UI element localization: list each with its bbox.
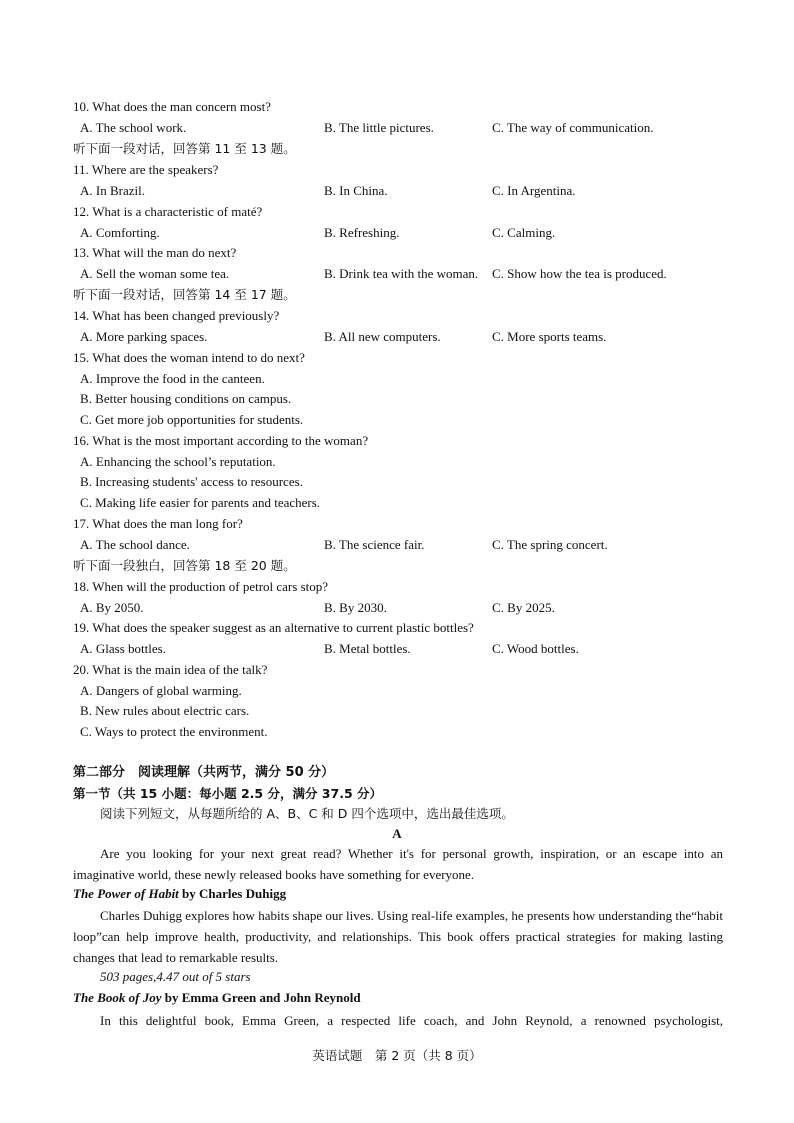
option-c: C. In Argentina. [492,183,576,198]
option-c: C. Get more job opportunities for students. [80,412,304,427]
option-a: A. The school dance. [80,537,190,552]
part-heading: 第二部分 阅读理解（共两节，满分 50 分） [73,765,335,780]
directions: 阅读下列短文，从每题所给的 A、B、C 和 D 四个选项中，选出最佳选项。 [100,806,514,821]
page-footer: 英语试题 第 2 页（共 8 页） [312,1048,482,1063]
option-b: B. Drink tea with the woman. [324,266,479,281]
option-a: A. In Brazil. [80,183,145,198]
option-a: A. Improve the food in the canteen. [80,371,265,386]
option-a: A. The school work. [80,120,187,135]
option-b: B. In China. [324,183,388,198]
section-heading: 第一节（共 15 小题：每小题 2.5 分，满分 37.5 分） [73,786,382,801]
question-stem: 15. What does the woman intend to do next? [73,350,305,365]
option-b: B. The science fair. [324,537,425,552]
book-meta: 503 pages,4.47 out of 5 stars [100,969,251,984]
question-stem: 10. What does the man concern most? [73,99,271,114]
option-a: A. By 2050. [80,600,144,615]
question-stem: 12. What is a characteristic of maté? [73,204,263,219]
book-author: by Charles Duhigg [178,886,287,901]
option-c: C. By 2025. [492,600,555,615]
option-c: C. The spring concert. [492,537,608,552]
option-c: C. The way of communication. [492,120,654,135]
book-title: The Power of Habit [73,886,179,901]
listening-instruction: 听下面一段独白，回答第 18 至 20 题。 [73,558,296,573]
passage-label: A [392,826,402,841]
option-a: A. Comforting. [80,225,160,240]
option-b: B. Increasing students' access to resources. [80,474,303,489]
option-c: C. More sports teams. [492,329,607,344]
listening-instruction: 听下面一段对话，回答第 14 至 17 题。 [73,287,296,302]
option-a: A. Enhancing the school’s reputation. [80,454,276,469]
option-a: A. Sell the woman some tea. [80,266,230,281]
question-stem: 11. Where are the speakers? [73,162,219,177]
option-b: B. Better housing conditions on campus. [80,391,292,406]
question-stem: 19. What does the speaker suggest as an alternative to current plastic bottles? [73,620,474,635]
question-stem: 17. What does the man long for? [73,516,243,531]
option-c: C. Wood bottles. [492,641,579,656]
question-stem: 16. What is the most important according to the woman? [73,433,369,448]
option-c: C. Ways to protect the environment. [80,724,268,739]
book-heading [73,990,361,1006]
question-stem: 13. What will the man do next? [73,245,237,260]
option-b: B. The little pictures. [324,120,434,135]
option-b: B. All new computers. [324,329,441,344]
passage-intro: Are you looking for your next great read? Whether it's for personal growth, inspiration, or an escape into an imaginative world, these newly released books have something for everyone. [73,846,723,882]
book-title: The Book of Joy [73,990,162,1005]
option-a: A. More parking spaces. [80,329,208,344]
option-b: B. New rules about electric cars. [80,703,250,718]
book-description: Charles Duhigg explores how habits shape our lives. Using real-life examples, he presents how understanding the“habit loop”can help improve health, productivity, and relationships. This book offers practical strategies for making lasting changes that lead to remarkable results. [73,908,723,965]
option-b: B. Metal bottles. [324,641,411,656]
option-b: B. By 2030. [324,600,387,615]
option-b: B. Refreshing. [324,225,400,240]
question-stem: 20. What is the main idea of the talk? [73,662,268,677]
option-c: C. Making life easier for parents and teachers. [80,495,321,510]
listening-instruction: 听下面一段对话，回答第 11 至 13 题。 [73,141,296,156]
question-stem: 14. What has been changed previously? [73,308,280,323]
option-c: C. Show how the tea is produced. [492,266,667,281]
book-author: by Emma Green and John Reynold [161,990,361,1005]
option-c: C. Calming. [492,225,556,240]
option-a: A. Glass bottles. [80,641,166,656]
question-stem: 18. When will the production of petrol cars stop? [73,579,329,594]
book-description: In this delightful book, Emma Green, a respected life coach, and John Reynold, a renowned psychologist, [100,1013,723,1028]
book-heading [73,886,286,902]
option-a: A. Dangers of global warming. [80,683,242,698]
